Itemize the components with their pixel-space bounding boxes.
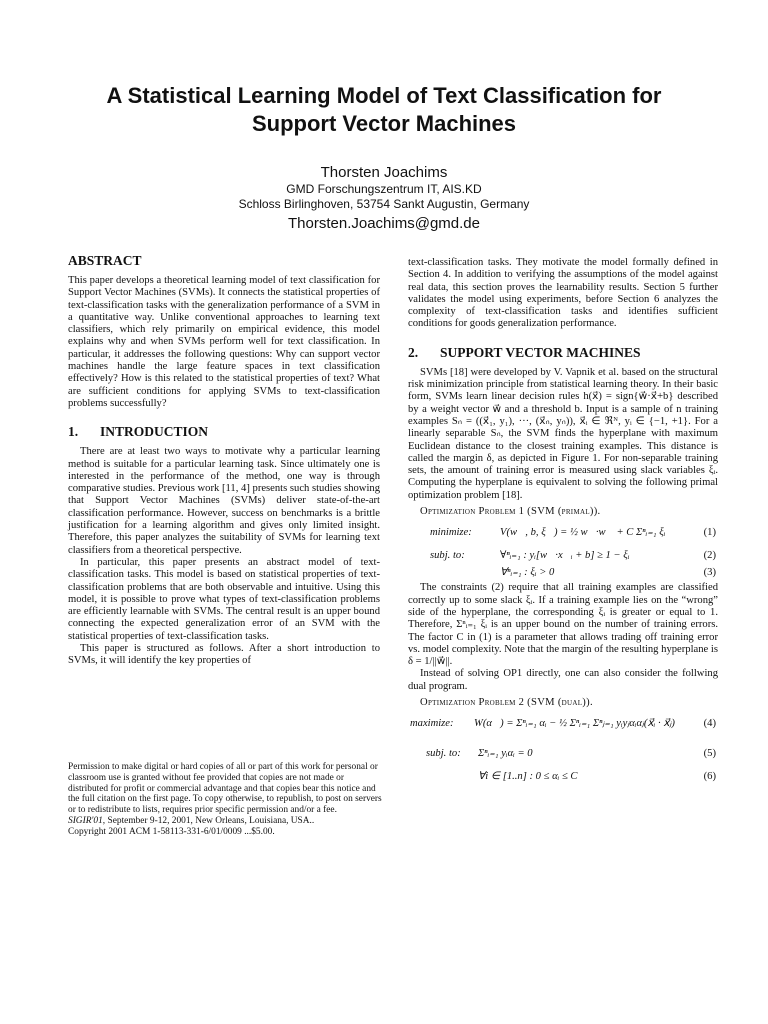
- intro-paragraph-1: There are at least two ways to motivate why a particular learning method is suitable for a particular learning task. Since ultimately one is interested in the performance of the method, one way is through comparative studies. Previous work [11, 4] presents such studies showing that Support Vector Machines (SVMs) deliver state-of-the-art classification performance. However, success on benchmarks is a brittle justification for a learning algorithm and gives only limited insight. Therefore, this paper analyzes the suitability of SVMs for learning text classifiers from a theoretical perspective.: [68, 446, 380, 556]
- section-1-heading: [68, 424, 380, 440]
- section-2-title: SUPPORT VECTOR MACHINES: [440, 344, 641, 360]
- section-2-number: 2.: [408, 344, 419, 360]
- equation-4: [408, 709, 718, 739]
- abstract-text: This paper develops a theoretical learning model of text classification for Support Vector Machines (SVMs). It connects the statistical properties of text-classification tasks with the generalization performance of a SVM in a quantitative way. Unlike conventional approaches to learning text classifiers, which rely primarily on empirical evidence, this model explains why and when SVMs perform well for text classification. In particular, it addresses the following questions: Why can support vector machines handle the large feature spaces in text classification effectively? How is this related to the statistical properties of text? What are sufficient conditions for applying SVMs to text-classification problems successfully?: [68, 275, 380, 409]
- author-address: Schloss Birlinghoven, 53754 Sankt Augustin, Germany: [238, 197, 530, 211]
- equation-4-label: maximize:: [410, 718, 454, 730]
- copyright-line: Copyright 2001 ACM 1-58113-331-6/01/0009 ...$5.00.: [68, 826, 275, 837]
- equation-6-number: (6): [703, 771, 716, 783]
- equation-2-number: (2): [703, 550, 716, 562]
- conference-line: [68, 816, 384, 827]
- equation-1-label: minimize:: [430, 527, 472, 539]
- section-1-title: INTRODUCTION: [100, 424, 209, 440]
- intro-paragraph-2: In particular, this paper presents an abstract model of text-classification tasks. This model is based on statistical properties of text-classification problems that are both observable and intuitive. Using this model, it is possible to prove what types of text-classification problems are efficiently learnable with SVMs. The central result is an upper bound connecting the expected generalization error of an SVM with the statistical properties of text-classification tasks.: [68, 556, 380, 642]
- svm-paragraph-1: SVMs [18] were developed by V. Vapnik et al. based on the structural risk minimization principle from statistical learning theory. In their basic form, SVMs learn linear decision rules h(x⃗) = sign{w⃗·x⃗+b} described by a weight vector w⃗ and a threshold b. Input is a sample of n training examples Sₙ = ((x⃗₁, y₁), ···, (x⃗ₙ, yₙ)), x⃗ᵢ ∈ ℜᴺ, yᵢ ∈ {−1, +1}. For a linearly separable Sₙ, the SVM finds the hyperplane with maximum Euclidean distance to the closest training examples. This distance is called the margin δ, as depicted in Figure 1. For non-separable training sets, the amount of training error is measured using slack variables ξᵢ. Computing the hyperplane is equivalent to solving the following primal optimization problem [18].: [408, 366, 718, 501]
- svm-paragraph-2: The constraints (2) require that all training examples are classified correctly up to some slack ξᵢ. If a training example lies on the “wrong” side of the hyperplane, the corresponding ξᵢ is greater or equal to 1. Therefore, Σⁿᵢ₌₁ ξᵢ is an upper bound on the number of training errors. The factor C in (1) is a parameter that allows trading off training error vs. model complexity. Note that the margin of the resulting hyperplane is δ = 1/||w⃗||.: [408, 582, 718, 668]
- equation-5: [408, 739, 718, 769]
- equation-6-body: ∀i ∈ [1..n] : 0 ≤ αᵢ ≤ C: [478, 771, 578, 783]
- intro-continuation: text-classification tasks. They motivate the model formally defined in Section 4. In addition to verifying the assumptions of the model against real data, this section proves the learnability results. Section 5 further validates the model using experiments, before Section 6 analyzes the complexity of text-classification tasks and identifies sufficient conditions for goods generalization performance.: [408, 257, 718, 330]
- intro-paragraph-3: This paper is structured as follows. After a short introduction to SVMs, it will identify the key properties of: [68, 643, 380, 667]
- title-line-2: Support Vector Machines: [251, 111, 517, 136]
- equation-5-label: subj. to:: [426, 748, 461, 760]
- author-affiliation: GMD Forschungszentrum IT, AIS.KD: [286, 182, 482, 196]
- equation-3-number: (3): [703, 567, 716, 579]
- equation-2: [408, 548, 718, 565]
- conference-details: September 9-12, 2001, New Orleans, Louisiana, USA..: [105, 815, 315, 826]
- equation-3: [408, 565, 718, 582]
- equation-2-body: ∀ⁿᵢ₌₁ : yᵢ[w⃗·x⃗ᵢ + b] ≥ 1 − ξᵢ: [500, 550, 630, 562]
- equation-1: [408, 518, 718, 548]
- equation-5-body: Σⁿᵢ₌₁ yᵢαᵢ = 0: [478, 748, 533, 760]
- equation-4-body: W(α⃗) = Σⁿᵢ₌₁ αᵢ − ½ Σⁿᵢ₌₁ Σⁿⱼ₌₁ yᵢyⱼαᵢαⱼ(x⃗ᵢ · x⃗ⱼ): [474, 718, 675, 730]
- conference-name: SIGIR'01,: [68, 815, 106, 826]
- permission-text: Permission to make digital or hard copies of all or part of this work for personal or classroom use is granted without fee provided that copies are not made or distributed for profit or commercial advantage and that copies bear this notice and the full citation on the first page. To copy otherwise, to republish, to post on servers or to redistribute to lists, requires prior specific permission and/or a fee.: [68, 762, 382, 816]
- section-2-heading: [408, 345, 718, 361]
- equation-4-number: (4): [703, 718, 716, 730]
- author-name: Thorsten Joachims: [320, 164, 448, 181]
- left-column: [68, 253, 380, 668]
- equation-3-body: ∀ⁿᵢ₌₁ : ξᵢ > 0: [500, 567, 555, 579]
- author-email: Thorsten.Joachims@gmd.de: [288, 215, 480, 232]
- copyright-footnote: [68, 762, 384, 838]
- equation-6: [408, 769, 718, 786]
- right-column: [408, 257, 718, 786]
- equation-1-body: V(w⃗, b, ξ⃗) = ½ w⃗·w⃗ + C Σⁿᵢ₌₁ ξᵢ: [500, 527, 666, 539]
- svm-paragraph-3: Instead of solving OP1 directly, one can also consider the follwing dual program.: [408, 668, 718, 692]
- paper-title: [40, 82, 728, 138]
- equation-5-number: (5): [703, 748, 716, 760]
- equation-1-number: (1): [703, 527, 716, 539]
- equation-2-label: subj. to:: [430, 550, 465, 562]
- optimization-problem-2: Optimization Problem 2 (SVM (dual)).: [420, 697, 593, 709]
- abstract-heading: ABSTRACT: [68, 253, 142, 268]
- title-line-1: A Statistical Learning Model of Text Classification for: [106, 83, 662, 108]
- section-1-number: 1.: [68, 424, 79, 440]
- optimization-problem-1: Optimization Problem 1 (SVM (primal)).: [420, 506, 601, 518]
- author-block: [40, 163, 728, 234]
